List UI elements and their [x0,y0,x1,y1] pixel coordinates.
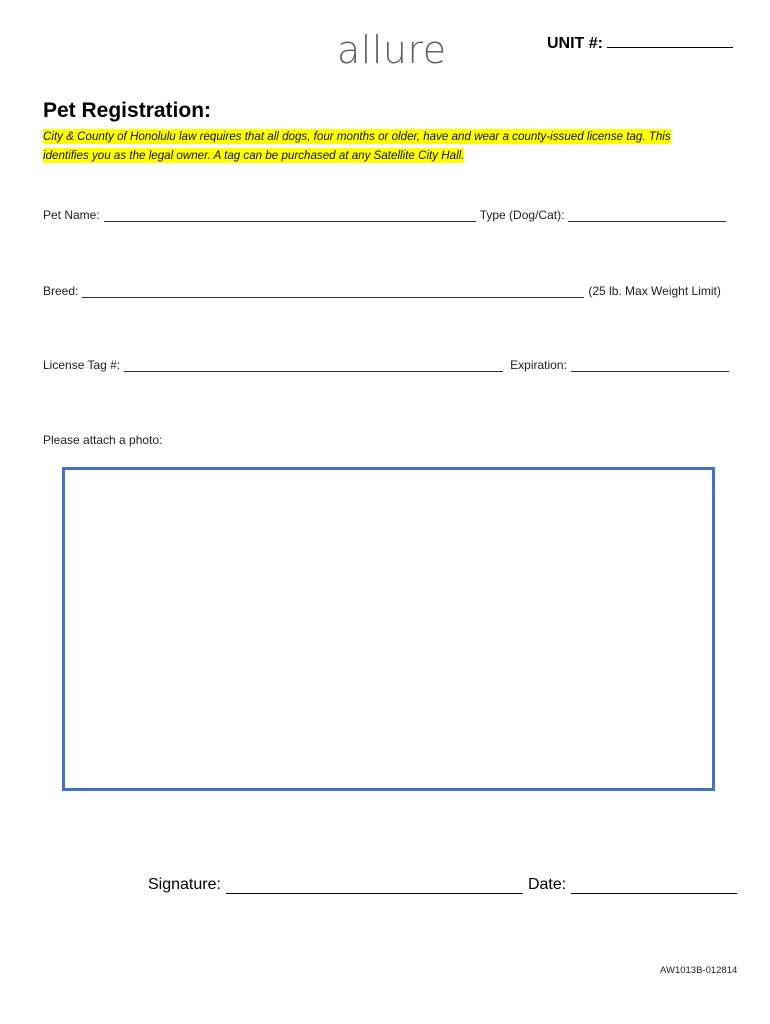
breed-row [43,284,721,298]
allure-logo: allure [337,28,447,72]
date-label: Date: [527,876,567,893]
photo-attachment-box[interactable] [62,467,715,791]
unit-number-label: UNIT #: [547,35,603,52]
signature-label: Signature: [148,876,221,893]
unit-number-line[interactable] [607,34,733,48]
date-line[interactable] [571,878,737,894]
license-tag-line[interactable] [124,359,503,372]
page-title: Pet Registration: [43,99,212,122]
license-row [43,358,729,372]
notice-line-1: City & County of Honolulu law requires that all dogs, four months or older, have and wear a county-issued license tag. This [43,130,671,143]
weight-limit-note: (25 lb. Max Weight Limit) [588,284,721,298]
expiration-line[interactable] [571,359,729,372]
photo-label: Please attach a photo: [43,433,163,447]
license-tag-label: License Tag #: [43,358,121,372]
type-line[interactable] [568,209,726,222]
pet-name-line[interactable] [104,209,476,222]
expiration-label: Expiration: [510,358,567,372]
document-code: AW1013B-012814 [660,965,738,976]
type-label: Type (Dog/Cat): [479,208,565,222]
breed-label: Breed: [43,284,79,298]
pet-name-row [43,208,726,222]
signature-row [148,876,737,894]
unit-number-field[interactable] [547,34,733,53]
breed-line[interactable] [82,285,584,298]
signature-line[interactable] [226,878,523,894]
pet-name-label: Pet Name: [43,208,100,222]
license-notice [43,127,743,165]
notice-line-2: identifies you as the legal owner. A tag can be purchased at any Satellite City Hall. [43,149,465,162]
